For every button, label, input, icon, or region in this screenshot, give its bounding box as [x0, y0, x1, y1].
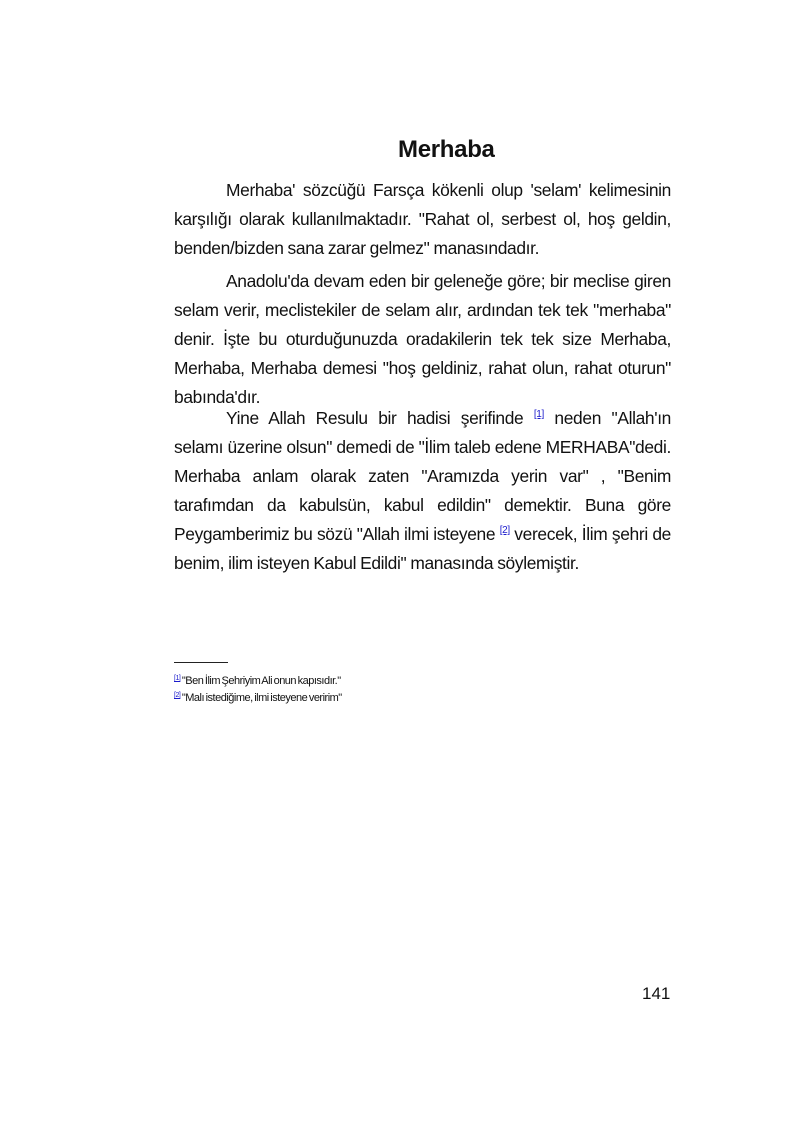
- footnote-2-marker-link[interactable]: [2]: [174, 692, 181, 699]
- footnotes: [174, 673, 342, 707]
- footnote-2-text: "Malı istediğime, ilmi isteyene veririm": [181, 692, 342, 704]
- paragraph-1: Merhaba' sözcüğü Farsça kökenli olup 'selam' kelimesinin karşılığı olarak kullanılmaktadır. "Rahat ol, serbest ol, hoş geldin, benden/bizden sana zarar gelmez" manasındadır.: [174, 180, 671, 258]
- footnote-1-marker-link[interactable]: [1]: [174, 675, 181, 682]
- paragraph-2: Anadolu'da devam eden bir geleneğe göre; bir meclise giren selam verir, meclistekiler de selam alır, ardından tek tek "merhaba" denir. İşte bu oturduğunuzda oradakilerin tek tek size Merhaba, Merhaba, Merhaba demesi "hoş geldiniz, rahat olun, rahat oturun" babında'dır.: [174, 271, 671, 407]
- footnote-2: [174, 690, 342, 707]
- footnote-1-text: "Ben İlim Şehriyim Ali onun kapısıdır.": [181, 675, 341, 687]
- paragraph-3-part-1: Yine Allah Resulu bir hadisi şerifinde: [226, 408, 534, 428]
- footnote-ref-1-link[interactable]: [1]: [533, 409, 544, 420]
- page-title: Merhaba: [398, 136, 495, 163]
- paragraph-3-part-2: neden "Allah'ın selamı üzerine olsun" demedi de "İlim taleb edene MERHABA"dedi. Merhaba anlam olarak zaten "Aramızda yerin var" , "Benim tarafımdan da kabulsün, kabul edildin" demektir. Buna göre Peygamberimiz bu sözü "Allah ilmi isteyene: [174, 408, 672, 544]
- paragraph-3: [174, 404, 671, 578]
- footnote-ref-2-link[interactable]: [2]: [499, 525, 510, 536]
- paragraph-3-part-3: verecek, İlim şehri de benim, ilim isteyen Kabul Edildi" manasında söylemiştir.: [174, 524, 671, 573]
- footnote-divider: [174, 662, 228, 663]
- page-number: 141: [642, 984, 671, 1003]
- footnote-1: [174, 673, 342, 690]
